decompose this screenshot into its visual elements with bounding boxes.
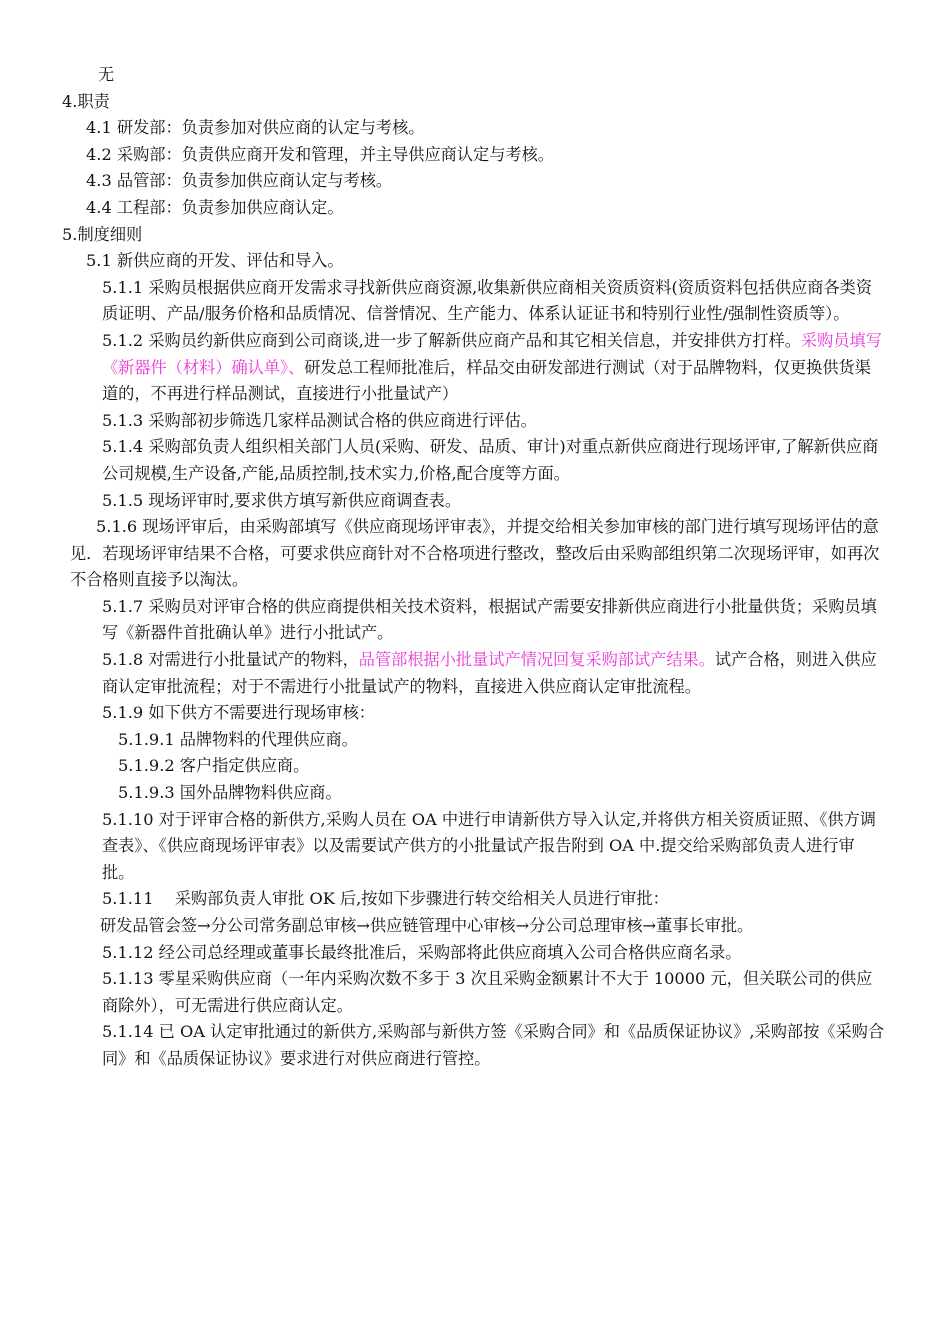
item-5-1-8-part2: 试产合格，则进入供应商认定审批流程；对于不需进行小批量试产的物料，直接进入供应商认定审批流程。	[102, 650, 877, 696]
item-5-1-9-1: 5.1.9.1 品牌物料的代理供应商。	[118, 729, 358, 749]
item-5-1-2-highlight: 采购员填写《新器件（材料）确认单》、	[102, 330, 882, 377]
item-5-1-12: 5.1.12 经公司总经理或董事长最终批准后，采购部将此供应商填入公司合格供应商名录。	[102, 942, 742, 962]
item-5-1: 5.1 新供应商的开发、评估和导入。	[86, 251, 344, 271]
item-5-1-2	[0, 328, 950, 408]
item-5-1-9: 5.1.9 如下供方不需要进行现场审核：	[102, 703, 375, 723]
item-4-1: 4.1 研发部：负责参加对供应商的认定与考核。	[86, 118, 425, 138]
item-5-1-5: 5.1.5 现场评审时,要求供方填写新供应商调查表。	[102, 490, 462, 510]
item-4-3: 4.3 品管部：负责参加供应商认定与考核。	[86, 171, 393, 191]
section-5-heading: 5.制度细则	[62, 224, 143, 244]
item-5-1-7: 5.1.7 采购员对评审合格的供应商提供相关技术资料，根据试产需要安排新供应商进行小批量供货；采购员填写《新器件首批确认单》进行小批试产。	[102, 596, 877, 643]
item-5-1-4: 5.1.4 采购部负责人组织相关部门人员(采购、研发、品质、审计)对重点新供应商进行现场评审,了解新供应商公司规模,生产设备,产能,品质控制,技术实力,价格,配合度等方面。	[102, 437, 879, 483]
section-4-heading: 4.职责	[62, 91, 110, 111]
item-5-1-9-3: 5.1.9.3 国外品牌物料供应商。	[118, 783, 342, 803]
item-4-4: 4.4 工程部：负责参加供应商认定。	[86, 197, 344, 217]
item-5-1-8-highlight: 品管部根据小批量试产情况回复采购部试产结果。	[358, 650, 715, 670]
text-none: 无	[98, 65, 115, 84]
item-5-1-14: 5.1.14 已 OA 认定审批通过的新供方,采购部与新供方签《采购合同》和《品质保证协议》,采购部按《采购合同》和《品质保证协议》要求进行对供应商进行管控。	[102, 1022, 885, 1068]
item-5-1-2-part2: 研发总工程师批准后，样品交由研发部进行测试（对于品牌物料，仅更换供货渠道的，不再进行样品测试，直接进行小批量试产）	[102, 357, 871, 404]
item-4-2: 4.2 采购部：负责供应商开发和管理，并主导供应商认定与考核。	[86, 144, 554, 164]
item-5-1-13: 5.1.13 零星采购供应商（一年内采购次数不多于 3 次且采购金额累计不大于 10000 元，但关联公司的供应商除外），可无需进行供应商认定。	[102, 969, 873, 1015]
item-5-1-3: 5.1.3 采购部初步筛选几家样品测试合格的供应商进行评估。	[102, 410, 537, 430]
item-5-1-2-part1: 5.1.2 采购员约新供应商到公司商谈,进一步了解新供应商产品和其它相关信息，并安排供方打样。	[102, 330, 801, 350]
document-body	[0, 62, 950, 1073]
approval-flow: 研发品管会签→分公司常务副总审核→供应链管理中心审核→分公司总理审核→董事长审批。	[100, 916, 754, 935]
item-5-1-1: 5.1.1 采购员根据供应商开发需求寻找新供应商资源,收集新供应商相关资质资料(资质资料包括供应商各类资质证明、产品/服务价格和品质情况、信誉情况、生产能力、体系认证证书和特别行业性/强制性资质等）。	[102, 277, 873, 324]
item-5-1-9-2: 5.1.9.2 客户指定供应商。	[118, 756, 310, 776]
item-5-1-10: 5.1.10 对于评审合格的新供方,采购人员在 OA 中进行申请新供方导入认定,并将供方相关资质证照、《供方调查表》、《供应商现场评审表》以及需要试产供方的小批量试产报告附到 OA 中.提交给采购部负责人进行审批。	[102, 809, 876, 882]
item-5-1-8-part1: 5.1.8 对需进行小批量试产的物料，	[102, 650, 359, 670]
item-5-1-11: 5.1.11 采购部负责人审批 OK 后,按如下步骤进行转交给相关人员进行审批：	[102, 889, 669, 909]
item-5-1-6: 5.1.6 现场评审后，由采购部填写《供应商现场评审表》，并提交给相关参加审核的部门进行填写现场评估的意见．若现场评审结果不合格，可要求供应商针对不合格项进行整改，整改后由采购部组织第二次现场评审，如再次不合格则直接予以淘汰。	[70, 517, 880, 590]
item-5-1-8	[0, 647, 950, 700]
